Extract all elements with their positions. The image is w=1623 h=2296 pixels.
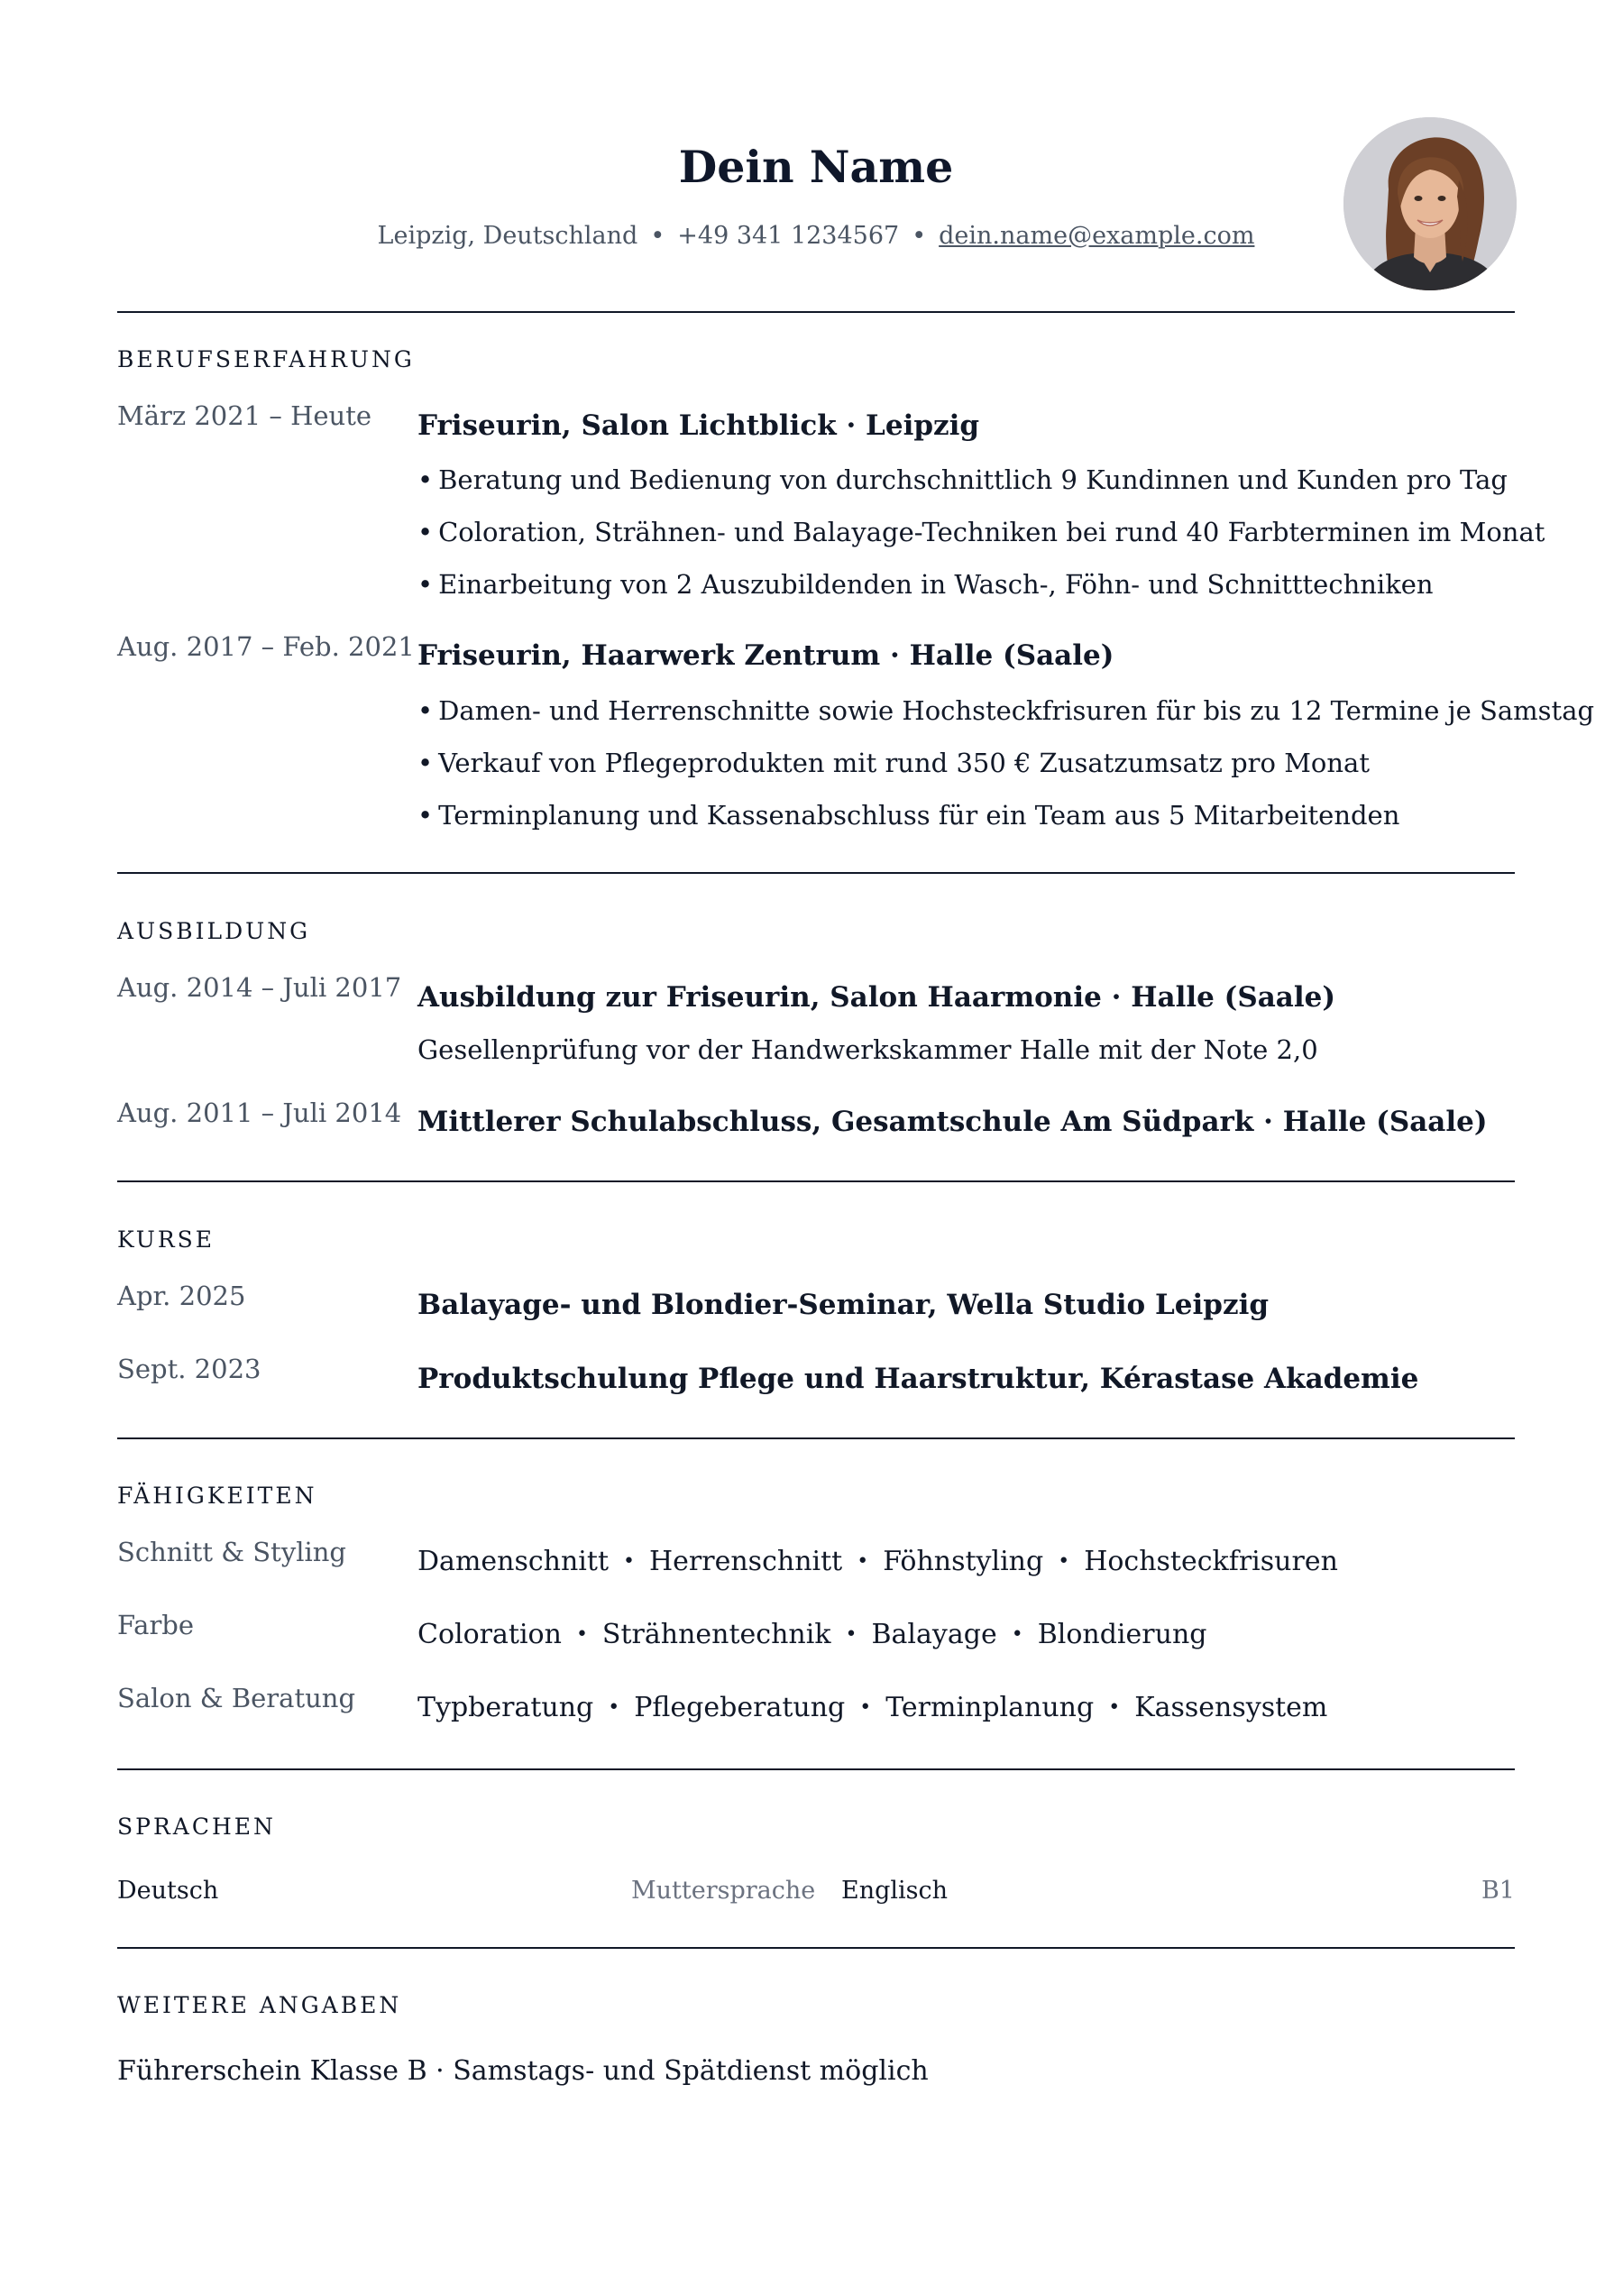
bullet-marker: • xyxy=(417,748,434,778)
course-title: Produktschulung Pflege und Haarstruktur, Kérastase Akademie xyxy=(417,1363,1419,1395)
bullet-marker: • xyxy=(417,517,434,547)
experience-bullet xyxy=(417,566,1434,602)
section-title-additional: WEITERE ANGABEN xyxy=(117,1992,402,2018)
skill-separator: • xyxy=(857,1550,869,1573)
contact-separator: • xyxy=(912,222,927,250)
bullet-marker: • xyxy=(417,464,434,495)
candidate-name: Dein Name xyxy=(678,141,954,193)
experience-bullet xyxy=(417,693,1594,729)
language-name: Englisch xyxy=(841,1877,949,1905)
bullet-text: Damen- und Herrenschnitte sowie Hochsteckfrisuren für bis zu 12 Termine je Samstag xyxy=(438,695,1595,726)
skill-separator: • xyxy=(608,1696,620,1719)
experience-title: Friseurin, Haarwerk Zentrum · Halle (Saale) xyxy=(417,639,1114,672)
bullet-text: Verkauf von Pflegeprodukten mit rund 350 € Zusatzumsatz pro Monat xyxy=(438,748,1370,778)
skill-separator: • xyxy=(623,1550,635,1573)
education-detail: Gesellenprüfung vor der Handwerkskammer Halle mit der Note 2,0 xyxy=(417,1034,1318,1065)
skill-separator: • xyxy=(845,1623,857,1646)
skill-group-label: Schnitt & Styling xyxy=(117,1537,346,1567)
contact-phone: +49 341 1234567 xyxy=(677,222,900,250)
bullet-text: Coloration, Strähnen- und Balayage-Techniken bei rund 40 Farbterminen im Monat xyxy=(438,517,1545,547)
contact-email-link[interactable]: dein.name@example.com xyxy=(939,222,1255,250)
education-title: Ausbildung zur Friseurin, Salon Haarmonie · Halle (Saale) xyxy=(417,981,1336,1014)
language-level: B1 xyxy=(1481,1877,1515,1905)
skill-separator: • xyxy=(859,1696,872,1719)
skill-item: Terminplanung xyxy=(885,1692,1095,1723)
skill-list xyxy=(417,1616,1206,1654)
skill-group-label: Salon & Beratung xyxy=(117,1683,356,1713)
section-divider xyxy=(117,1180,1515,1182)
contact-separator: • xyxy=(650,222,665,250)
language-name: Deutsch xyxy=(117,1877,219,1905)
section-title-education: AUSBILDUNG xyxy=(117,918,311,944)
bullet-text: Beratung und Bedienung von durchschnittlich 9 Kundinnen und Kunden pro Tag xyxy=(438,464,1508,495)
experience-bullet xyxy=(417,797,1399,833)
experience-bullet xyxy=(417,745,1370,781)
section-divider xyxy=(117,1947,1515,1949)
language-level: Muttersprache xyxy=(631,1877,816,1905)
bullet-text: Einarbeitung von 2 Auszubildenden in Wasch-, Föhn- und Schnitttechniken xyxy=(438,569,1434,600)
section-divider xyxy=(117,311,1515,313)
portrait-image xyxy=(1343,117,1517,290)
education-date: Aug. 2014 – Juli 2017 xyxy=(117,972,402,1003)
additional-info: Führerschein Klasse B · Samstags- und Spätdienst möglich xyxy=(117,2055,929,2087)
course-title: Balayage- und Blondier-Seminar, Wella Studio Leipzig xyxy=(417,1289,1270,1321)
skill-list xyxy=(417,1543,1338,1581)
education-title: Mittlerer Schulabschluss, Gesamtschule Am Südpark · Halle (Saale) xyxy=(417,1106,1488,1138)
skill-group-label: Farbe xyxy=(117,1610,195,1640)
bullet-marker: • xyxy=(417,695,434,726)
bullet-marker: • xyxy=(417,569,434,600)
section-title-skills: FÄHIGKEITEN xyxy=(117,1483,317,1509)
section-divider xyxy=(117,872,1515,874)
skill-item: Kassensystem xyxy=(1134,1692,1328,1723)
profile-photo xyxy=(1343,117,1517,290)
skill-item: Pflegeberatung xyxy=(634,1692,846,1723)
skill-list xyxy=(417,1689,1327,1727)
skill-separator: • xyxy=(1011,1623,1023,1646)
section-title-courses: KURSE xyxy=(117,1226,215,1253)
skill-item: Damenschnitt xyxy=(417,1546,610,1577)
skill-item: Balayage xyxy=(871,1619,997,1650)
section-divider xyxy=(117,1768,1515,1770)
section-title-experience: BERUFSERFAHRUNG xyxy=(117,346,415,372)
bullet-text: Terminplanung und Kassenabschluss für ein Team aus 5 Mitarbeitenden xyxy=(438,800,1400,831)
experience-title: Friseurin, Salon Lichtblick · Leipzig xyxy=(417,409,980,442)
resume-header xyxy=(117,0,1515,312)
skill-separator: • xyxy=(575,1623,588,1646)
skill-item: Typberatung xyxy=(417,1692,594,1723)
skill-item: Föhnstyling xyxy=(883,1546,1044,1577)
experience-bullet xyxy=(417,462,1508,498)
contact-line xyxy=(117,218,1515,254)
contact-location: Leipzig, Deutschland xyxy=(377,222,638,250)
section-title-languages: SPRACHEN xyxy=(117,1814,276,1840)
skill-item: Herrenschnitt xyxy=(649,1546,843,1577)
bullet-marker: • xyxy=(417,800,434,831)
skill-item: Blondierung xyxy=(1037,1619,1207,1650)
section-divider xyxy=(117,1437,1515,1439)
skill-separator: • xyxy=(1058,1550,1070,1573)
course-date: Sept. 2023 xyxy=(117,1354,261,1384)
course-date: Apr. 2025 xyxy=(117,1281,246,1311)
skill-item: Strähnentechnik xyxy=(601,1619,831,1650)
education-date: Aug. 2011 – Juli 2014 xyxy=(117,1097,402,1128)
experience-bullet xyxy=(417,514,1545,550)
experience-date: März 2021 – Heute xyxy=(117,400,372,431)
skill-item: Hochsteckfrisuren xyxy=(1084,1546,1338,1577)
experience-date: Aug. 2017 – Feb. 2021 xyxy=(117,631,415,662)
skill-separator: • xyxy=(1108,1696,1121,1719)
resume-page xyxy=(117,0,1595,2296)
skill-item: Coloration xyxy=(417,1619,562,1650)
